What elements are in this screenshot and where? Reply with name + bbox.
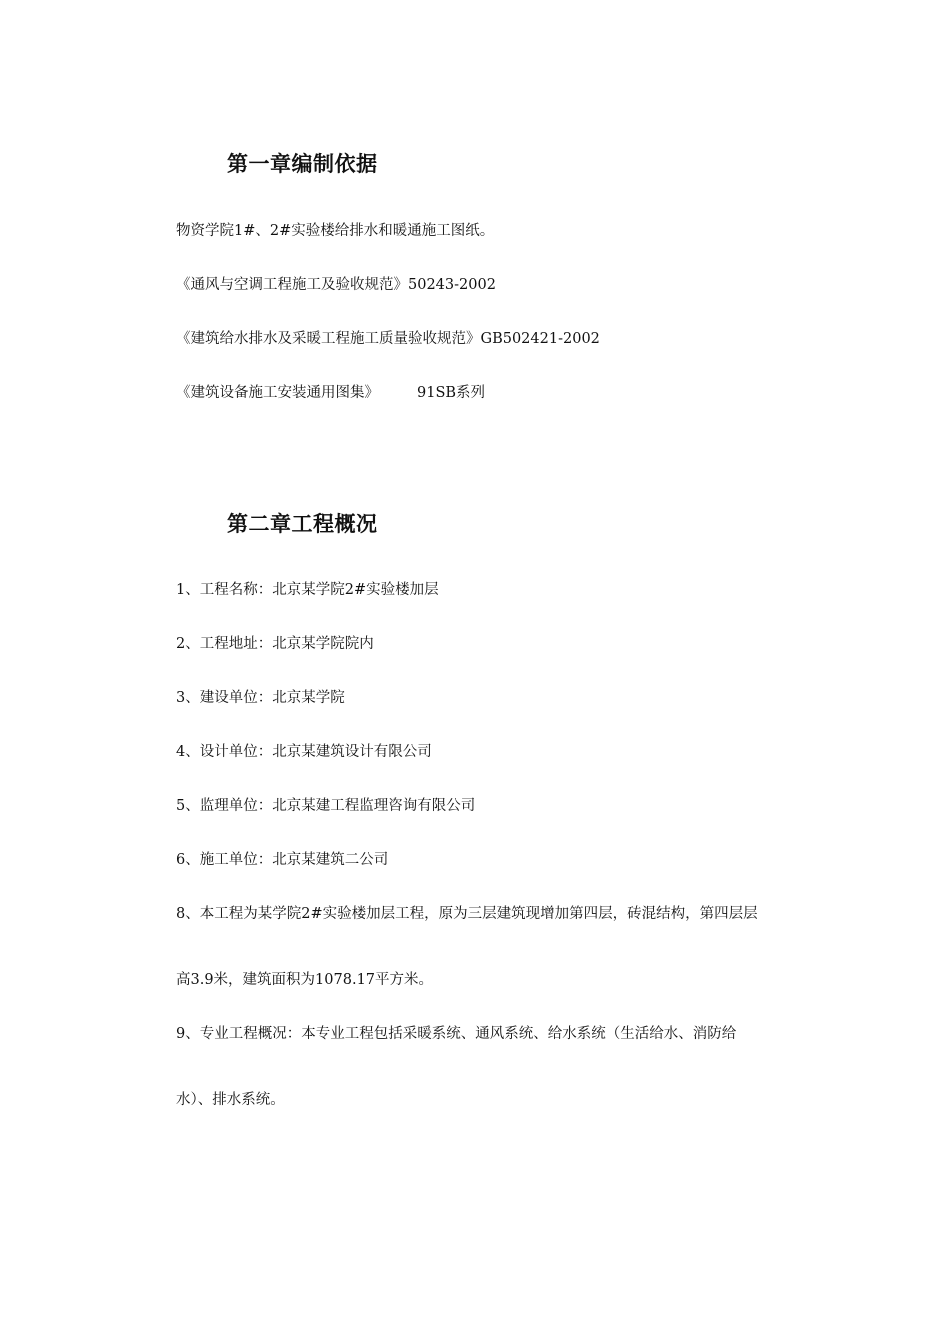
chapter1-item-ventilation-spec: 《通风与空调工程施工及验收规范》50243-2002 — [176, 277, 496, 293]
chapter2-item-project-name: 1、工程名称：北京某学院2#实验楼加层 — [176, 582, 439, 598]
chapter1-item-drawings: 物资学院1#、2#实验楼给排水和暖通施工图纸。 — [176, 223, 495, 239]
chapter2-item-project-address: 2、工程地址：北京某学院院内 — [176, 636, 374, 652]
chapter2-item-contractor: 6、施工单位：北京某建筑二公司 — [176, 852, 389, 868]
chapter2-item-designer: 4、设计单位：北京某建筑设计有限公司 — [176, 744, 432, 760]
chapter2-item-owner: 3、建设单位：北京某学院 — [176, 690, 345, 706]
atlas-name: 《建筑设备施工安装通用图集》 — [176, 385, 379, 401]
chapter2-item-supervisor: 5、监理单位：北京某建工程监理咨询有限公司 — [176, 798, 476, 814]
chapter1-title: 第一章编制依据 — [227, 152, 378, 176]
chapter2-item9-line2: 水）、排水系统。 — [176, 1092, 285, 1108]
chapter1-item-water-spec: 《建筑给水排水及采暖工程施工质量验收规范》GB502421-2002 — [176, 331, 600, 347]
chapter2-title: 第二章工程概况 — [227, 512, 378, 536]
atlas-series: 91SB系列 — [417, 385, 486, 401]
chapter2-item8-line1: 8、本工程为某学院2#实验楼加层工程，原为三层建筑现增加第四层，砖混结构，第四层层 — [176, 906, 758, 922]
chapter1-item-atlas — [176, 381, 485, 402]
chapter2-item8-line2: 高3.9米，建筑面积为1078.17平方米。 — [176, 972, 434, 988]
chapter2-item9-line1: 9、专业工程概况：本专业工程包括采暖系统、通风系统、给水系统（生活给水、消防给 — [176, 1026, 737, 1042]
